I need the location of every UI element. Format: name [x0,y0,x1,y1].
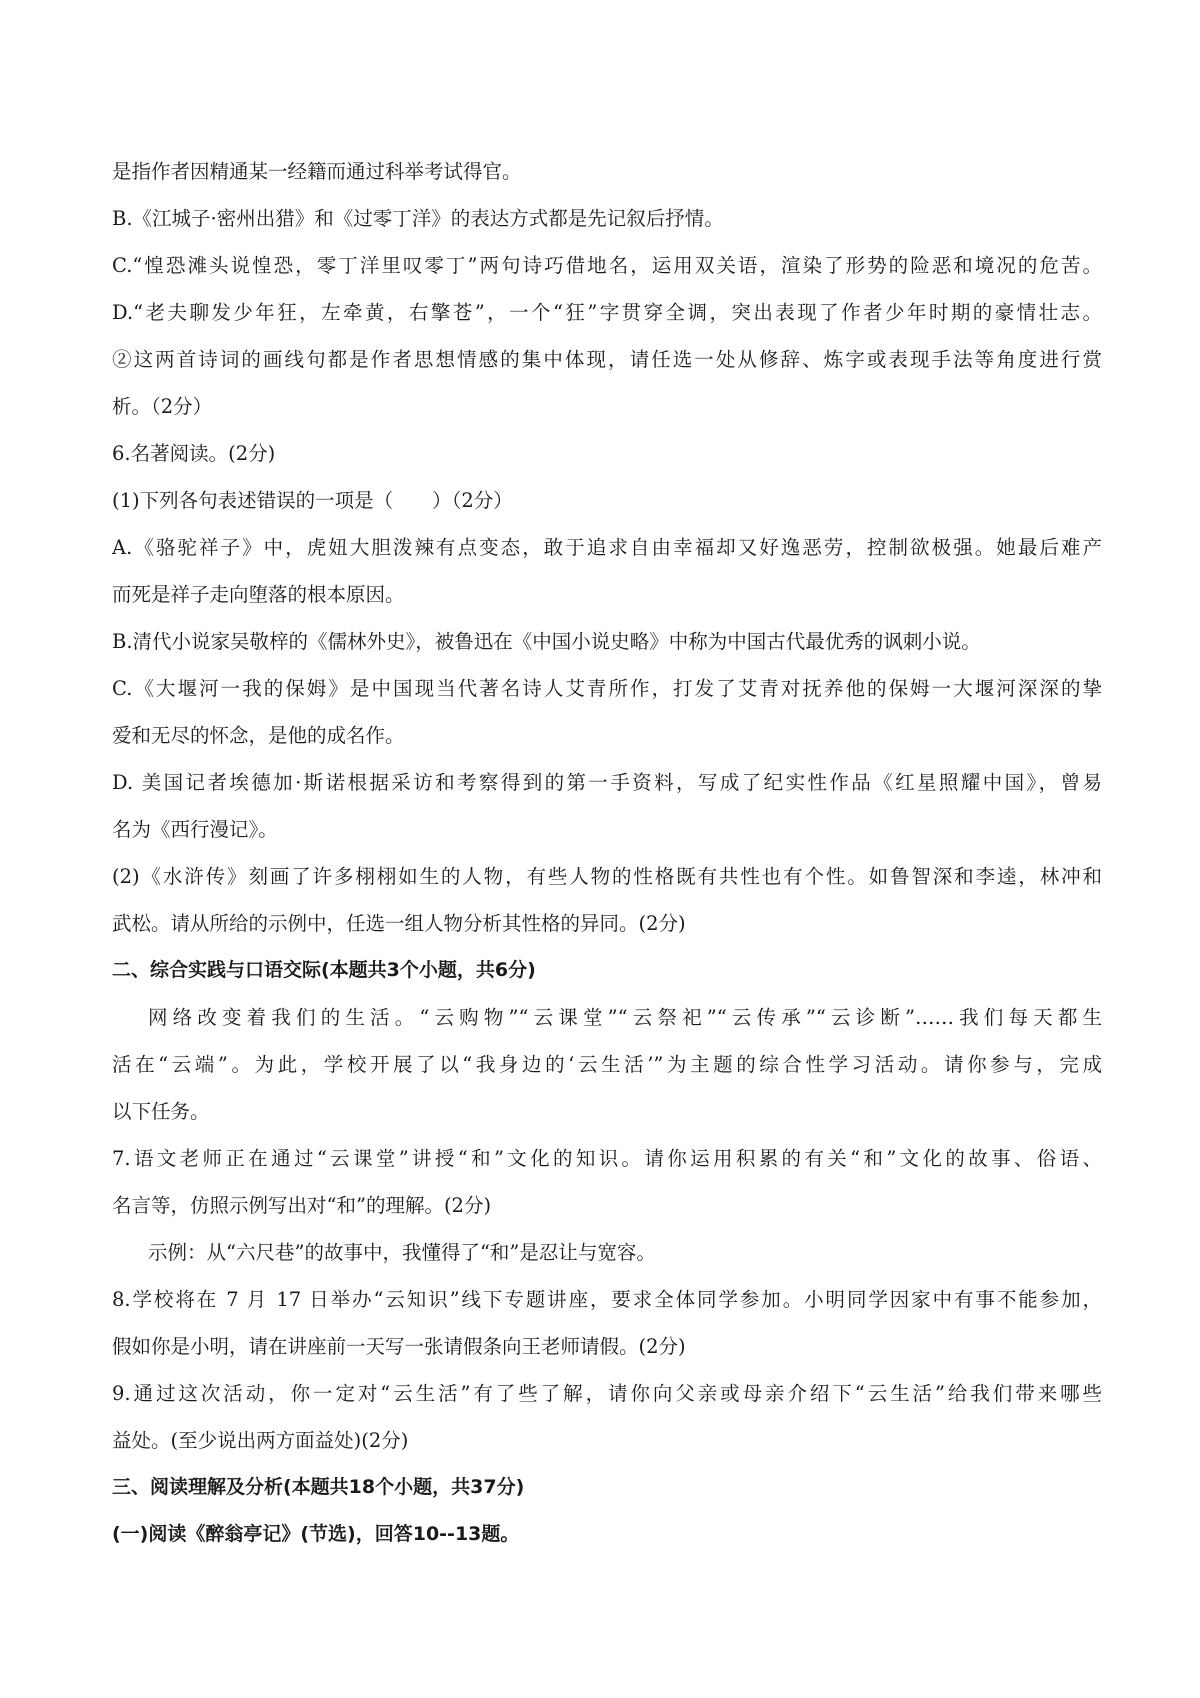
section-heading: 三、阅读理解及分析(本题共18个小题，共37分) [112,1476,525,1498]
question-line: 7.语文老师正在通过“云课堂”讲授“和”文化的知识。请你运用积累的有关“和”文化的故事、俗语、 [112,1147,1102,1170]
subquestion-line: 武松。请从所给的示例中，任选一组人物分析其性格的异同。(2分) [112,912,686,935]
option-c-line: C.“惶恐滩头说惶恐，零丁洋里叹零丁”两句诗巧借地名，运用双关语，渲染了形势的险恶和境况的危苦。 [112,254,1102,277]
subquestion-line: (2)《水浒传》刻画了许多栩栩如生的人物，有些人物的性格既有共性也有个性。如鲁智深和李逵，林冲和 [112,865,1102,888]
question-line: 析。（2分） [112,395,213,418]
text-line: 是指作者因精通某一经籍而通过科举考试得官。 [112,160,522,183]
section-heading: 二、综合实践与口语交际(本题共3个小题，共6分) [112,959,536,981]
paragraph-line: 以下任务。 [112,1100,210,1123]
option-a-line: A.《骆驼祥子》中，虎妞大胆泼辣有点变态，敢于追求自由幸福却又好逸恶劳，控制欲极强。她最后难产 [112,536,1102,559]
question-line: 名言等，仿照示例写出对“和”的理解。(2分) [112,1194,492,1217]
option-c-line: 爱和无尽的怀念，是他的成名作。 [112,724,405,747]
subsection-heading: (一)阅读《醉翁亭记》(节选)，回答10--13题。 [112,1523,520,1545]
subquestion-line: (1)下列各句表述错误的一项是（ ）（2分） [112,489,513,512]
page-content [112,148,1102,1558]
option-c-line: C.《大堰河一我的保姆》是中国现当代著名诗人艾青所作，打发了艾青对抚养他的保姆一大堰河深深的挚 [112,677,1102,700]
option-a-line: 而死是祥子走向堕落的根本原因。 [112,583,405,606]
paragraph-line: 活在“云端”。为此，学校开展了以“我身边的‘云生活’”为主题的综合性学习活动。请你参与，完成 [112,1053,1102,1076]
question-line: ②这两首诗词的画线句都是作者思想情感的集中体现，请任选一处从修辞、炼字或表现手法等角度进行赏 [112,348,1102,371]
question-line: 假如你是小明，请在讲座前一天写一张请假条向王老师请假。(2分) [112,1335,686,1358]
question-title: 6.名著阅读。(2分) [112,442,276,465]
option-d-line: D.“老夫聊发少年狂，左牵黄，右擎苍”，一个“狂”字贯穿全调，突出表现了作者少年时期的豪情壮志。 [112,301,1102,324]
example-line: 示例：从“六尺巷”的故事中，我懂得了“和”是忍让与宽容。 [148,1241,656,1264]
option-d-line: D. 美国记者埃德加·斯诺根据采访和考察得到的第一手资料，写成了纪实性作品《红星照耀中国》，曾易 [112,771,1102,794]
question-line: 益处。(至少说出两方面益处)(2分) [112,1429,409,1452]
question-line: 8.学校将在 7 月 17 日举办“云知识”线下专题讲座，要求全体同学参加。小明同学因家中有事不能参加， [112,1288,1102,1311]
paragraph-line: 网络改变着我们的生活。“云购物”“云课堂”“云祭祀”“云传承”“云诊断”……我们每天都生 [148,1006,1102,1029]
option-b-line: B.清代小说家吴敬梓的《儒林外史》，被鲁迅在《中国小说史略》中称为中国古代最优秀的讽刺小说。 [112,630,981,653]
question-line: 9.通过这次活动，你一定对“云生活”有了些了解，请你向父亲或母亲介绍下“云生活”给我们带来哪些 [112,1382,1102,1405]
option-d-line: 名为《西行漫记》。 [112,818,278,841]
option-b-line: B.《江城子·密州出猎》和《过零丁洋》的表达方式都是先记叙后抒情。 [112,207,724,230]
